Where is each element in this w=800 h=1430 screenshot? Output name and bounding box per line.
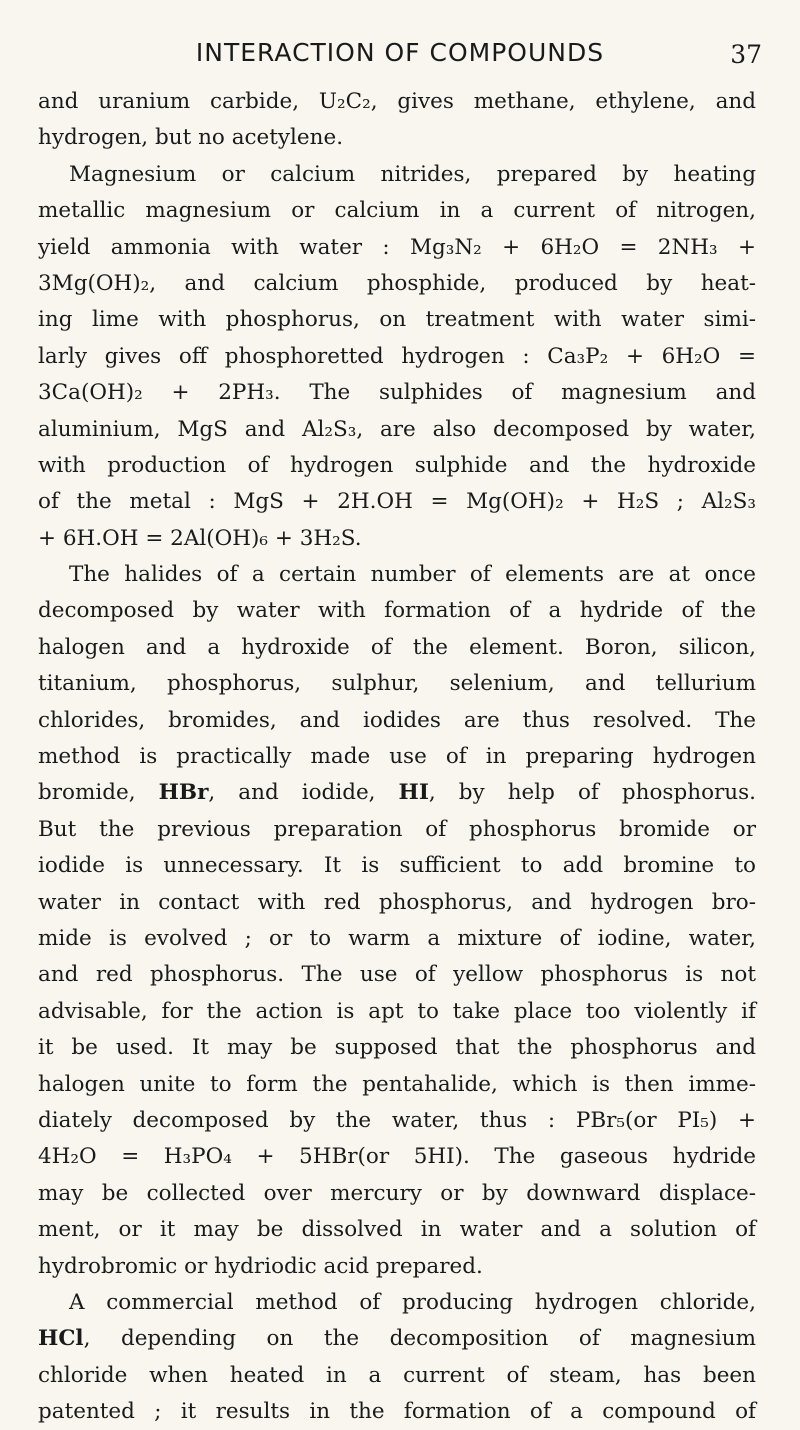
text-line: iodide is unnecessary. It is sufficient to add bromine to [38,853,756,879]
formula-hbr: HBr [158,780,209,806]
text-line: method is practically made use of in preparing hydrogen [38,744,756,770]
text-line: hydrobromic or hydriodic acid prepared. [38,1253,483,1279]
paragraph-start-line: The halides of a certain number of elements are at once [69,562,756,588]
text-segment: bromide, [38,780,159,806]
text-line: chloride when heated in a current of steam, has been [38,1362,756,1388]
text-line: and uranium carbide, U₂C₂, gives methane, ethylene, and [38,89,756,114]
text-line: halogen unite to form the pentahalide, which is then imme- [38,1071,756,1097]
text-segment: , by help of phosphorus. [428,780,757,806]
text-line: hydrogen, but no acetylene. [38,125,344,151]
page-number: 37 [730,40,762,69]
paragraph-start-line: Magnesium or calcium nitrides, prepared by heating [69,161,756,187]
text-line: 3Mg(OH)₂, and calcium phosphide, produced by heat- [38,270,756,296]
text-line: But the previous preparation of phosphorus bromide or [38,816,756,842]
text-line: titanium, phosphorus, sulphur, selenium, and tellurium [38,671,756,697]
text-line: may be collected over mercury or by downward displace- [38,1180,756,1206]
text-line: diately decomposed by the water, thus : PBr₅(or PI₅) + [38,1107,756,1133]
text-line: ing lime with phosphorus, on treatment with water simi- [38,307,756,333]
text-segment: , depending on the decomposition of magnesium [83,1326,756,1352]
formula-hcl: HCl [38,1326,84,1352]
paragraph-start-line: A commercial method of producing hydrogen chloride, [69,1289,756,1315]
text-line: and red phosphorus. The use of yellow phosphorus is not [38,962,756,988]
text-line: decomposed by water with formation of a hydride of the [38,598,756,624]
text-line [38,775,756,811]
text-line: metallic magnesium or calcium in a current of nitrogen, [38,198,756,224]
text-line: ment, or it may be dissolved in water and a solution of [38,1217,756,1243]
text-segment: , and iodide, [208,780,399,806]
text-line: it be used. It may be supposed that the phosphorus and [38,1035,756,1061]
text-line: + 6H.OH = 2Al(OH)₆ + 3H₂S. [38,525,362,551]
text-line: patented ; it results in the formation of a compound of [38,1399,756,1425]
formula-hi: HI [398,780,429,806]
running-head: INTERACTION OF COMPOUNDS [195,38,605,67]
text-line: water in contact with red phosphorus, and hydrogen bro- [38,889,756,915]
text-line: chlorides, bromides, and iodides are thus resolved. The [38,707,756,733]
text-line: 3Ca(OH)₂ + 2PH₃. The sulphides of magnesium and [38,380,756,406]
text-line: advisable, for the action is apt to take place too violently if [38,998,756,1024]
text-line: with production of hydrogen sulphide and the hydroxide [38,452,756,478]
text-line [38,1321,756,1357]
body-text [38,84,756,1430]
text-line: 4H₂O = H₃PO₄ + 5HBr(or 5HI). The gaseous hydride [38,1144,756,1170]
text-line: aluminium, MgS and Al₂S₃, are also decomposed by water, [38,416,756,442]
text-line: of the metal : MgS + 2H.OH = Mg(OH)₂ + H₂S ; Al₂S₃ [38,489,756,515]
text-line: halogen and a hydroxide of the element. Boron, silicon, [38,634,756,660]
text-line: yield ammonia with water : Mg₃N₂ + 6H₂O = 2NH₃ + [38,234,756,260]
text-line: larly gives off phosphoretted hydrogen : Ca₃P₂ + 6H₂O = [38,343,756,369]
page-header [0,38,800,78]
text-line: mide is evolved ; or to warm a mixture of iodine, water, [38,925,756,951]
